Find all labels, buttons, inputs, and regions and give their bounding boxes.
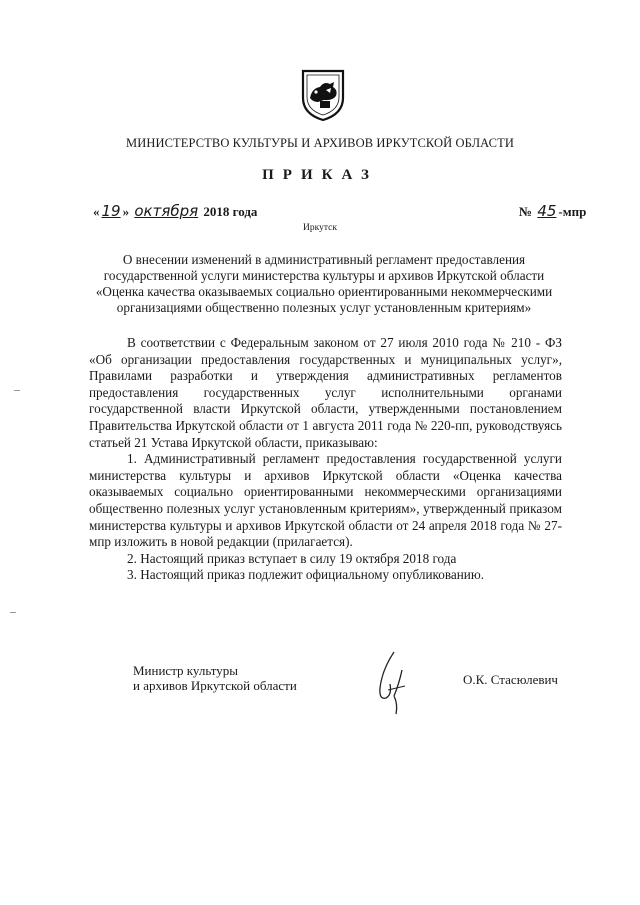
- document-number: [519, 202, 586, 220]
- document-date: [93, 202, 257, 220]
- document-city: Иркутск: [303, 223, 337, 233]
- signatory-position-line-2: и архивов Иркутской области: [133, 678, 297, 693]
- body-item-3: 3. Настоящий приказ подлежит официальному опубликованию.: [127, 567, 485, 583]
- document-body: [89, 335, 562, 584]
- signatory-position: [133, 663, 297, 693]
- handwritten-signature: [372, 648, 412, 718]
- body-item-1: 1. Административный регламент предоставления государственной услуги министерства культуры и архивов Иркутской области «Оценка качества оказываемых социально ориентированными некоммерческими организациями общественно полезных услуг установленным критериям», утвержденный приказом министерства культуры и архивов Иркутской области от 24 апреля 2018 года № 27-мпр изложить в новой редакции (прилагается).: [89, 451, 562, 550]
- number-value: 45: [537, 202, 557, 220]
- signatory-position-line-1: Министр культуры: [133, 663, 239, 678]
- document-title: О внесении изменений в административный регламент предоставления государственной услуги министерства культуры и архивов Иркутской области «Оценка качества оказываемых социально ориентированными некоммерческими организациями общественно полезных услуг установленным критериям»: [95, 252, 553, 315]
- date-day: 19: [101, 202, 121, 220]
- signatory-name: О.К. Стасюлевич: [463, 672, 558, 687]
- number-prefix: №: [519, 204, 533, 219]
- document-type: ПРИКАЗ: [262, 167, 378, 183]
- scan-speck: [10, 612, 16, 613]
- number-suffix: -мпр: [558, 204, 587, 219]
- date-month: октября: [134, 202, 199, 220]
- date-close-quote: »: [122, 204, 130, 219]
- date-open-quote: «: [93, 204, 100, 219]
- scan-speck: [14, 390, 20, 391]
- body-preamble: В соответствии с Федеральным законом от 27 июля 2010 года № 210 - ФЗ «Об организации предоставления государственных и муниципальных услуг», Правилами разработки и утверждения административных регламентов предоставления государственных услуг исполнительными органами государственной власти Иркутской области, утвержденными постановлением Правительства Иркутской области от 1 августа 2011 года № 220-пп, руководствуясь статьей 21 Устава Иркутской области, приказываю:: [89, 335, 562, 450]
- date-year: 2018 года: [203, 204, 258, 219]
- irkutsk-coat-of-arms-icon: [300, 68, 346, 122]
- ministry-name: МИНИСТЕРСТВО КУЛЬТУРЫ И АРХИВОВ ИРКУТСКОЙ ОБЛАСТИ: [126, 136, 514, 150]
- body-item-2: 2. Настоящий приказ вступает в силу 19 октября 2018 года: [127, 550, 457, 566]
